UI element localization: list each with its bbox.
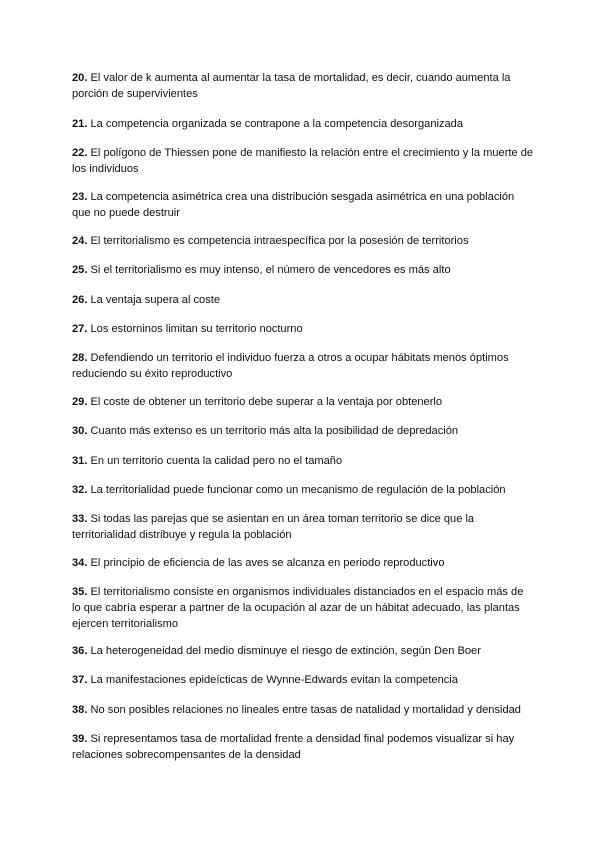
statement-text: En un territorio cuenta la calidad pero no el tamaño xyxy=(90,455,343,467)
statement-text: Si todas las parejas que se asientan en un área toman territorio se dice que la territorialidad distribuye y regula la población xyxy=(72,513,475,541)
statement-number: 31. xyxy=(72,455,88,467)
statement-number: 26. xyxy=(72,294,88,306)
statement-text: La heterogeneidad del medio disminuye el riesgo de extinción, según Den Boer xyxy=(90,645,481,657)
statement-37 xyxy=(72,672,534,688)
statement-29 xyxy=(72,394,534,410)
statement-number: 27. xyxy=(72,323,88,335)
statement-number: 28. xyxy=(72,352,88,364)
statement-number: 20. xyxy=(72,72,88,84)
statement-number: 35. xyxy=(72,586,88,598)
statement-number: 39. xyxy=(72,733,88,745)
statement-22 xyxy=(72,145,534,177)
statement-number: 23. xyxy=(72,191,88,203)
statement-20 xyxy=(72,70,534,102)
statement-text: Si el territorialismo es muy intenso, el número de vencedores es más alto xyxy=(90,264,451,276)
statement-text: La competencia asimétrica crea una distribución sesgada asimétrica en una población que no puede destruir xyxy=(72,191,515,219)
statement-30 xyxy=(72,423,534,439)
statement-number: 33. xyxy=(72,513,88,525)
statement-number: 38. xyxy=(72,704,88,716)
statement-27 xyxy=(72,321,534,337)
statement-text: Si representamos tasa de mortalidad frente a densidad final podemos visualizar si hay relaciones sobrecompensantes de la densidad xyxy=(72,733,515,761)
statement-36 xyxy=(72,643,534,659)
statement-number: 36. xyxy=(72,645,88,657)
statement-number: 34. xyxy=(72,557,88,569)
statement-text: La territorialidad puede funcionar como un mecanismo de regulación de la población xyxy=(90,484,506,496)
statement-31 xyxy=(72,453,534,469)
statement-number: 37. xyxy=(72,674,88,686)
statement-35 xyxy=(72,584,534,632)
statement-text: La manifestaciones epideícticas de Wynne-Edwards evitan la competencia xyxy=(90,674,458,686)
statement-number: 21. xyxy=(72,118,88,130)
statement-text: El territorialismo consiste en organismos individuales distanciados en el espacio más de lo que cabría esperar a partner de la ocupación al azar de un hábitat adecuado, las plantas ejercen territorialismo xyxy=(72,586,524,630)
statement-38 xyxy=(72,702,534,718)
statement-text: La competencia organizada se contrapone a la competencia desorganizada xyxy=(90,118,464,130)
statement-28 xyxy=(72,350,534,382)
statement-text: Cuanto más extenso es un territorio más alta la posibilidad de depredación xyxy=(90,425,459,437)
statement-text: El coste de obtener un territorio debe superar a la ventaja por obtenerlo xyxy=(90,396,443,408)
statement-text: El territorialismo es competencia intraespecífica por la posesión de territorios xyxy=(90,235,469,247)
statement-39 xyxy=(72,731,534,763)
statement-number: 22. xyxy=(72,147,88,159)
statement-text: No son posibles relaciones no lineales entre tasas de natalidad y mortalidad y densidad xyxy=(90,704,521,716)
statement-32 xyxy=(72,482,534,498)
statement-25 xyxy=(72,262,534,278)
statement-number: 25. xyxy=(72,264,88,276)
statement-24 xyxy=(72,233,534,249)
statement-33 xyxy=(72,511,534,543)
statement-text: El polígono de Thiessen pone de manifiesto la relación entre el crecimiento y la muerte de los individuos xyxy=(72,147,534,175)
statement-text: El principio de eficiencia de las aves se alcanza en periodo reproductivo xyxy=(90,557,445,569)
statement-34 xyxy=(72,555,534,571)
statement-text: Defendiendo un territorio el individuo fuerza a otros a ocupar hábitats menos óptimos reduciendo su éxito reproductivo xyxy=(72,352,509,380)
statement-text: El valor de k aumenta al aumentar la tasa de mortalidad, es decir, cuando aumenta la porción de supervivientes xyxy=(72,72,511,100)
statement-23 xyxy=(72,189,534,221)
statement-21 xyxy=(72,116,534,132)
statement-text: Los estorninos limitan su territorio nocturno xyxy=(90,323,303,335)
statement-number: 30. xyxy=(72,425,88,437)
statement-text: La ventaja supera al coste xyxy=(90,294,221,306)
statement-number: 29. xyxy=(72,396,88,408)
statement-number: 24. xyxy=(72,235,88,247)
statement-number: 32. xyxy=(72,484,88,496)
statement-26 xyxy=(72,292,534,308)
